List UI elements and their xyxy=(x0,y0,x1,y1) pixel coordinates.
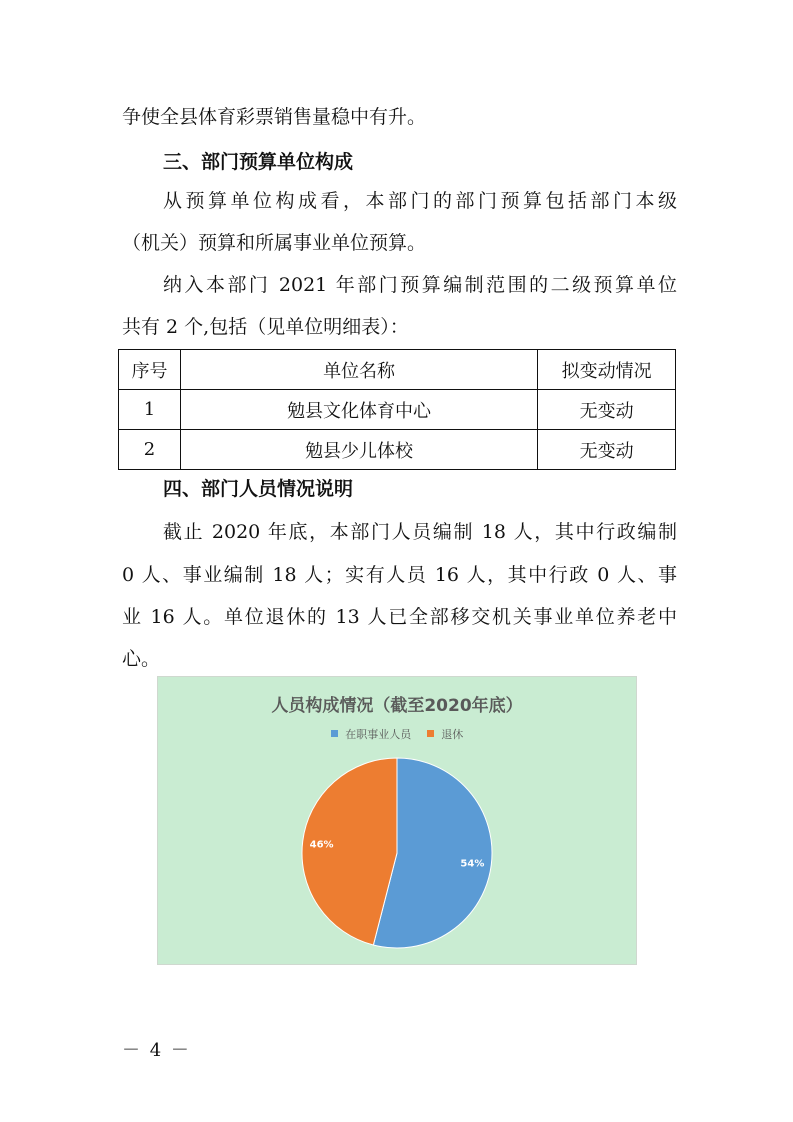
paragraph-line: 截止 2020 年底，本部门人员编制 18 人，其中行政编制 xyxy=(163,521,677,543)
chart-title: 人员构成情况（截至2020年底） xyxy=(271,696,523,716)
table-header-row xyxy=(119,350,676,390)
paragraph-line: 争使全县体育彩票销售量稳中有升。 xyxy=(122,106,427,128)
table-cell: 勉县文化体育中心 xyxy=(180,390,537,430)
header-cell-change: 拟变动情况 xyxy=(538,350,676,390)
legend-label-retired: 退休 xyxy=(441,728,464,741)
header-cell-unit-name: 单位名称 xyxy=(180,350,537,390)
table-row xyxy=(119,430,676,470)
header-cell-index: 序号 xyxy=(119,350,181,390)
legend-label-active-staff: 在职事业人员 xyxy=(345,728,412,741)
table-row xyxy=(119,390,676,430)
paragraph-line: 心。 xyxy=(122,648,161,670)
page-number: － 4 － xyxy=(122,1040,191,1061)
pie-chart-svg xyxy=(158,677,636,964)
paragraph-line: 共有 2 个,包括（见单位明细表）： xyxy=(122,316,409,338)
paragraph-line: 从预算单位构成看，本部门的部门预算包括部门本级 xyxy=(163,190,677,212)
table-cell: 无变动 xyxy=(538,430,676,470)
unit-detail-table xyxy=(118,349,676,470)
paragraph-line: 纳入本部门 2021 年部门预算编制范围的二级预算单位 xyxy=(163,274,677,296)
paragraph-line: （机关）预算和所属事业单位预算。 xyxy=(122,232,427,254)
data-label-retired: 46% xyxy=(309,839,334,851)
section-heading-3: 三、部门预算单位构成 xyxy=(163,151,354,173)
table-cell: 1 xyxy=(119,390,181,430)
section-heading-4: 四、部门人员情况说明 xyxy=(163,478,354,500)
staff-composition-chart xyxy=(157,676,637,965)
table-cell: 勉县少儿体校 xyxy=(180,430,537,470)
paragraph-line: 0 人、事业编制 18 人；实有人员 16 人，其中行政 0 人、事 xyxy=(122,564,677,586)
paragraph-line: 业 16 人。单位退休的 13 人已全部移交机关事业单位养老中 xyxy=(122,606,677,628)
table-cell: 无变动 xyxy=(538,390,676,430)
data-label-active-staff: 54% xyxy=(460,858,485,870)
table-cell: 2 xyxy=(119,430,181,470)
